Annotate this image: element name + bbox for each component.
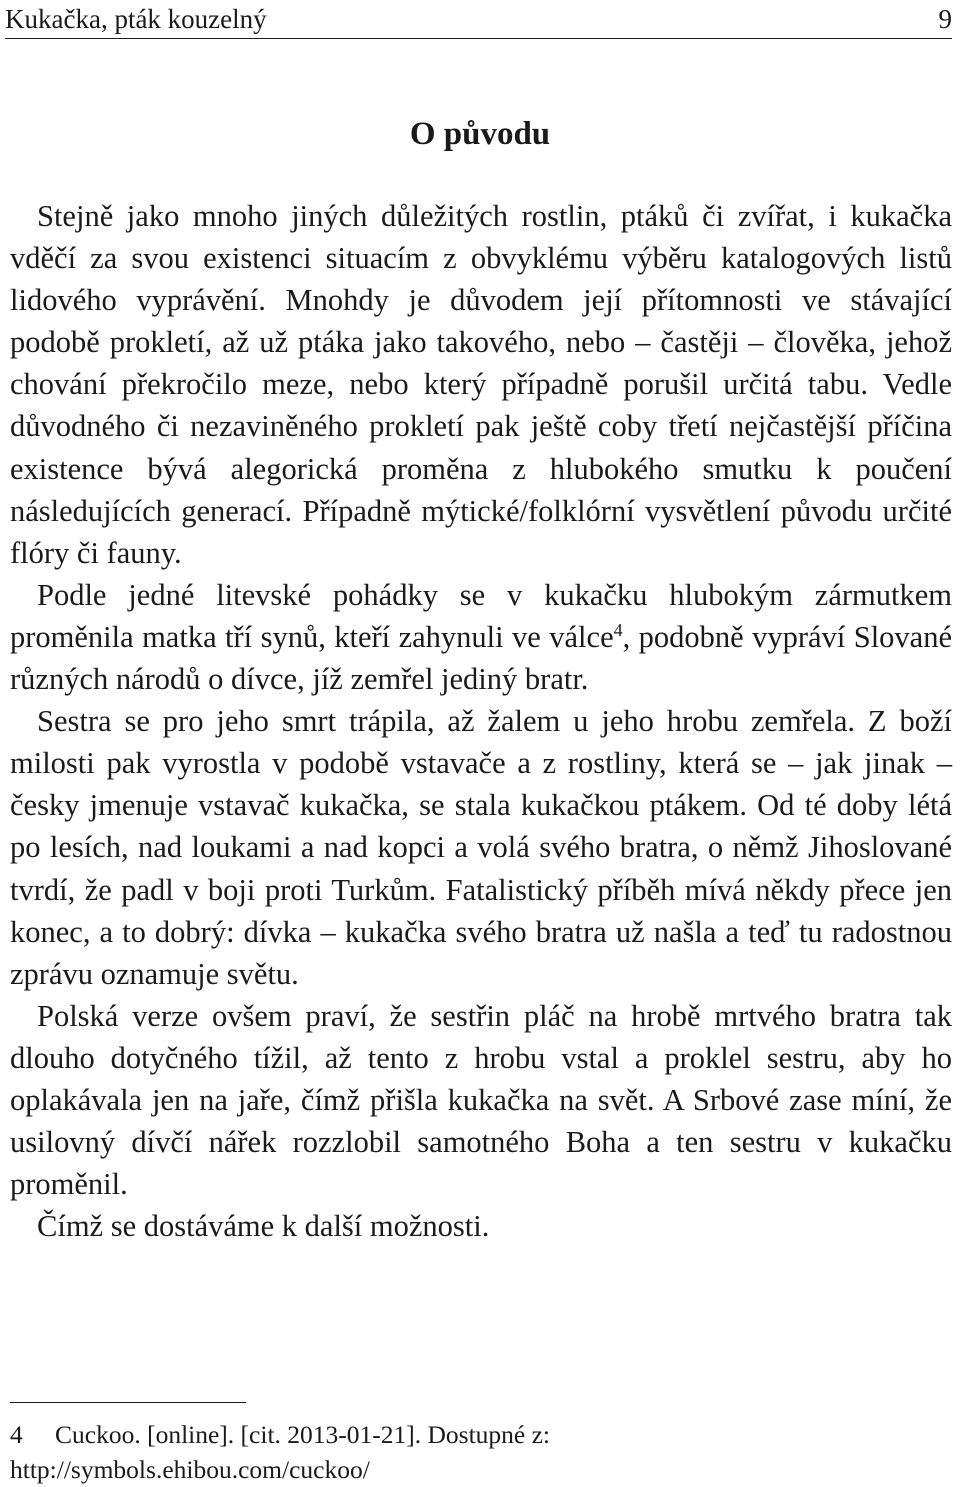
body-text — [10, 195, 952, 1247]
paragraph-text: , podobně vypráví Slované různých národů o dívce, jíž zemřel jediný bratr. — [10, 619, 953, 697]
running-header — [5, 2, 952, 36]
paragraph-with-note — [10, 574, 952, 700]
paragraph-text: Podle jedné litevské pohádky se v kukačku hlubokým zármutkem proměnila matka tří synů, kteří zahynuli ve válce — [10, 577, 952, 654]
paragraph: Sestra se pro jeho smrt trápila, až žalem u jeho hrobu zemřela. Z boží milosti pak vyrostla v podobě vstavače a z rostliny, která se – jak jinak – česky jmenuje vstavač kukačka, se stala kukačkou ptákem. Od té doby létá po lesích, nad loukami a nad kopci a volá svého bratra, o němž Jihoslované tvrdí, že padl v boji proti Turkům. Fatalistický příběh mívá někdy přece jen konec, a to dobrý: dívka – kukačka svého bratra už našla a teď tu radostnou zprávu oznamuje světu. — [10, 704, 952, 991]
paragraph: Polská verze ovšem praví, že sestřin pláč na hrobě mrtvého bratra tak dlouho dotyčného tížil, až tento z hrobu vstal a proklel sestru, aby ho oplakávala jen na jaře, čímž přišla kukačka na svět. A Srbové zase míní, že usilovný dívčí nářek rozzlobil samotného Boha a ten sestru v kukačku proměnil. — [10, 998, 952, 1202]
running-header-title: Kukačka, pták kouzelný — [5, 4, 267, 34]
chapter-title: O původu — [409, 116, 551, 152]
footnote-number: 4 — [10, 1420, 23, 1449]
header-rule — [5, 38, 952, 39]
footnote-rule — [10, 1402, 246, 1403]
footnote — [10, 1417, 952, 1487]
footnote-url[interactable]: http://symbols.ehibou.com/cuckoo/ — [10, 1455, 370, 1484]
footnote-row — [10, 1417, 952, 1452]
paragraph: Čímž se dostáváme k další možnosti. — [37, 1209, 490, 1244]
footnote-reference[interactable]: 4 — [613, 619, 623, 640]
page-number: 9 — [938, 4, 952, 34]
footnote-text: Cuckoo. [online]. [cit. 2013-01-21]. Dostupné z: — [55, 1420, 551, 1449]
paragraph: Stejně jako mnoho jiných důležitých rostlin, ptáků či zvířat, i kukačka vděčí za svou existenci situacím z obvyklému výběru katalogových listů lidového vyprávění. Mnohdy je důvodem její přítomnosti ve stávající podobě prokletí, až už ptáka jako takového, nebo – častěji – člověka, jehož chování překročilo meze, nebo který případně porušil určitá tabu. Vedle důvodného či nezaviněného prokletí pak ještě coby třetí nejčastější příčina existence bývá alegorická proměna z hlubokého smutku k poučení následujících generací. Případně mýtické/folklórní vysvětlení původu určité flóry či fauny. — [10, 199, 952, 570]
